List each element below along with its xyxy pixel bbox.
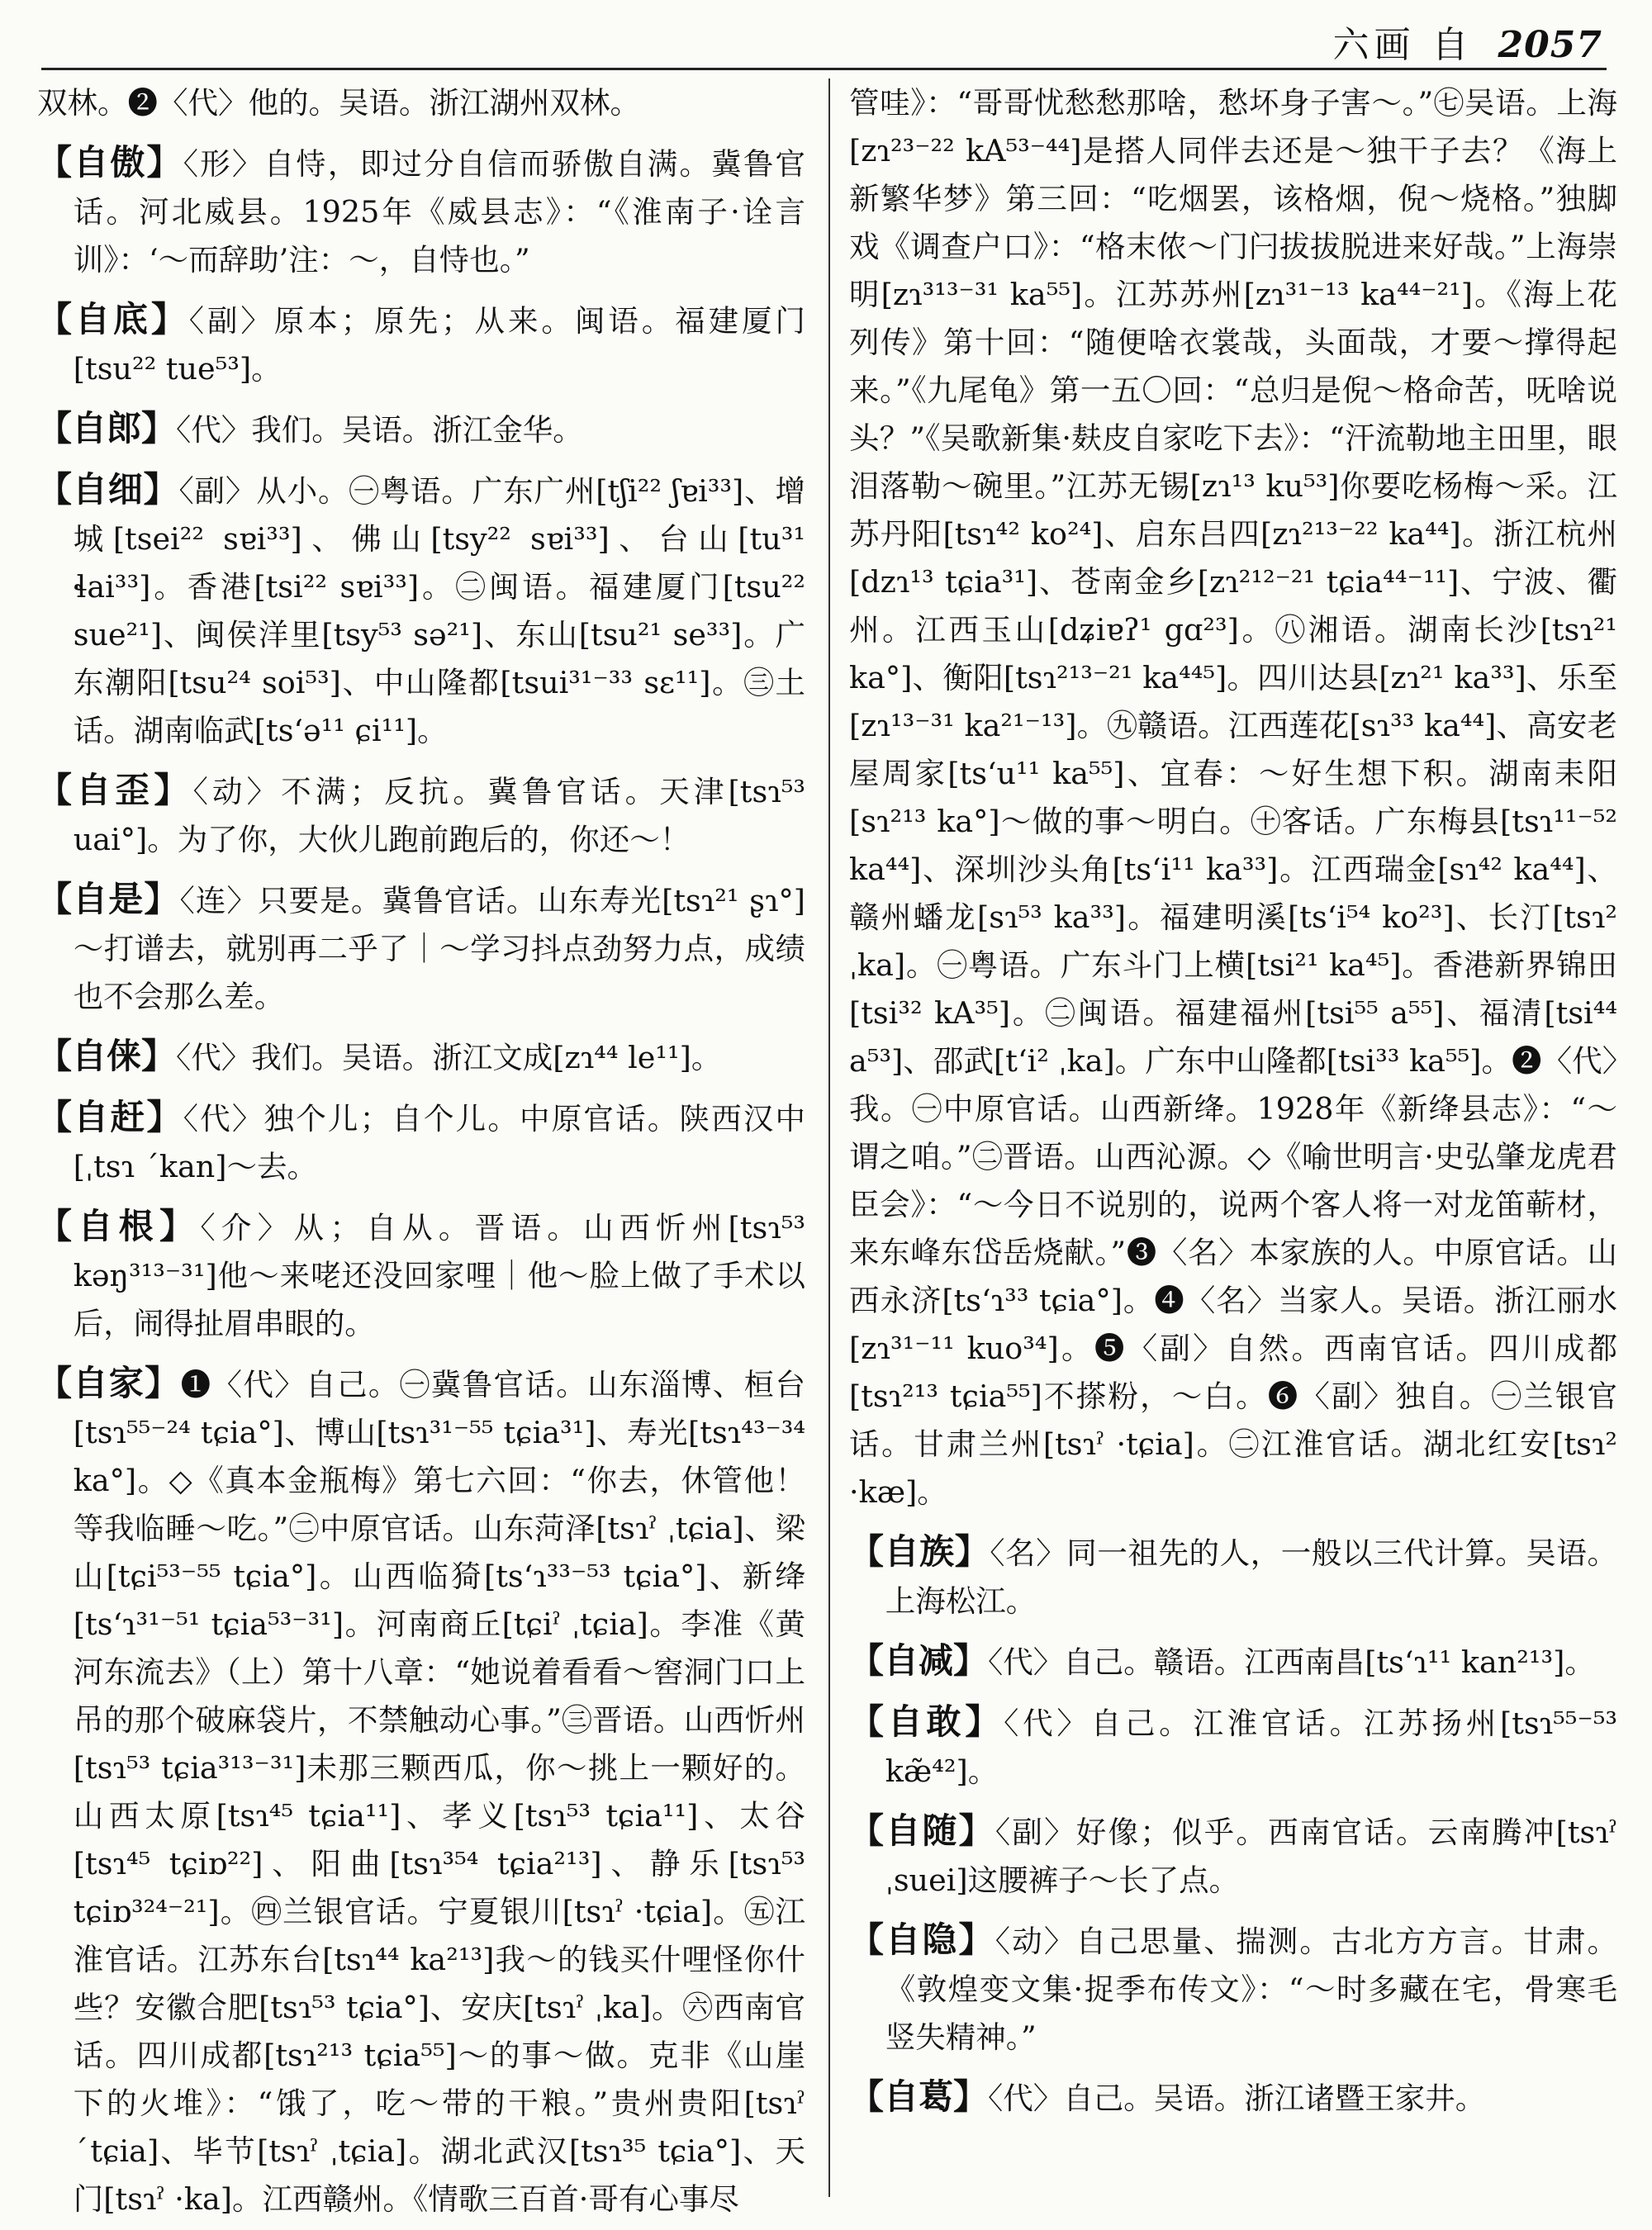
entry-headword: 【自隐】 xyxy=(849,1919,995,1960)
entry-headword: 【自减】 xyxy=(849,1640,989,1681)
entry-headword: 【自根】 xyxy=(37,1206,201,1246)
entry-headword: 【自俫】 xyxy=(37,1036,177,1076)
entry-headword: 【自敢】 xyxy=(849,1701,1004,1742)
entry-definition: 〈动〉不满；反抗。冀鲁官话。天津[tsɿ⁵³ uai°]。为了你，大伙儿跑前跑后的，你还～！ xyxy=(73,774,805,857)
dictionary-entry xyxy=(37,405,805,454)
dictionary-entry xyxy=(37,875,805,1021)
entry-definition: 〈名〉同一祖先的人，一般以三代计算。吴语。上海松江。 xyxy=(885,1535,1617,1619)
dictionary-entry xyxy=(849,1698,1617,1796)
continued-text: 管哇》：“哥哥忧愁愁那啥，愁坏身子害～。”㊆吴语。上海[zɿ²³⁻²² kA⁵³⁻⁴⁴]是搭人同伴去还是～独干子去？《海上新繁华梦》第三回：“吃烟罢，该格烟，倪～烧格。”独脚戏《调查户口》：“格末侬～门闩拔拔脱进来好哉。”上海崇明[zɿ³¹³⁻³¹ ka⁵⁵]。江苏苏州[zɿ³¹⁻¹³ ka⁴⁴⁻²¹]。《海上花列传》第十回：“随便啥衣裳哉，头面哉，才要～撑得起来。”《九尾龟》第一五〇回：“总归是倪～格命苦，呒啥说头？”《吴歌新集·麸皮自家吃下去》：“汗流勒地主田里，眼泪落勒～碗里。”江苏无锡[zɿ¹³ ku⁵³]你要吃杨梅～采。江苏丹阳[tsɿ⁴² ko²⁴]、启东吕四[zɿ²¹³⁻²² ka⁴⁴]。浙江杭州[dzɿ¹³ tɕia³¹]、苍南金乡[zɿ²¹²⁻²¹ tɕia⁴⁴⁻¹¹]、宁波、衢州。江西玉山[dʑiɐʔ¹ gɑ²³]。㊇湘语。湖南长沙[tsɿ²¹ ka°]、衡阳[tsɿ²¹³⁻²¹ ka⁴⁴⁵]。四川达县[zɿ²¹ ka³³]、乐至[zɿ¹³⁻³¹ ka²¹⁻¹³]。㊈赣语。江西莲花[sɿ³³ ka⁴⁴]、高安老屋周家[tsʻu¹¹ ka⁵⁵]、宜春：～好生想下积。湖南耒阳[sɿ²¹³ ka°]～做的事～明白。㊉客话。广东梅县[tsɿ¹¹⁻⁵² ka⁴⁴]、深圳沙头角[tsʻi¹¹ ka³³]。江西瑞金[sɿ⁴² ka⁴⁴]、赣州蟠龙[sɿ⁵³ ka³³]。福建明溪[tsʻi⁵⁴ ko²³]、长汀[tsɿ² ˌka]。㊀粤语。广东斗门上横[tsi²¹ ka⁴⁵]。香港新界锦田[tsi³² kA³⁵]。㊁闽语。福建福州[tsi⁵⁵ a⁵⁵]、福清[tsi⁴⁴ a⁵³]、邵武[tʻi² ˌka]。广东中山隆都[tsi³³ ka⁵⁵]。❷〈代〉我。㊀中原官话。山西新绛。1928年《新绛县志》：“～谓之咱。”㊁晋语。山西沁源。◇《喻世明言·史弘肇龙虎君臣会》：“～今日不说别的，说两个客人将一对龙笛蕲材，来东峰东岱岳烧献。”❸〈名〉本家族的人。中原官话。山西永济[tsʻɿ³³ tɕia°]。❹〈名〉当家人。吴语。浙江丽水[zɿ³¹⁻¹¹ kuo³⁴]。❺〈副〉自然。西南官话。四川成都[tsɿ²¹³ tɕia⁵⁵]不搽粉，～白。❻〈副〉独自。㊀兰银官话。甘肃兰州[tsɿˀ ·tɕia]。㊁江淮官话。湖北红安[tsɿ² ·kæ]。 xyxy=(849,85,1617,1510)
dictionary-entry xyxy=(37,466,805,755)
entry-headword: 【自赶】 xyxy=(37,1097,183,1137)
dictionary-entry xyxy=(37,1359,805,2223)
dictionary-entry xyxy=(849,1916,1617,2062)
entry-headword: 【自家】 xyxy=(37,1363,181,1403)
dictionary-entry xyxy=(37,296,805,393)
dictionary-entry xyxy=(849,1807,1617,1905)
entry-definition: 〈副〉原本；原先；从来。闽语。福建厦门[tsu²² tue⁵³]。 xyxy=(73,303,805,387)
dictionary-entry xyxy=(849,1637,1617,1687)
entry-headword: 【自细】 xyxy=(37,469,179,510)
entry-definition: 〈副〉好像；似乎。西南官话。云南腾冲[tsɿˀ ˌsuei]这腰裤子～长了点。 xyxy=(885,1815,1617,1898)
entry-definition: 〈代〉自己。赣语。江西南昌[tsʻɿ¹¹ kan²¹³]。 xyxy=(988,1644,1595,1680)
entry-headword: 【自歪】 xyxy=(37,770,193,810)
right-column xyxy=(849,79,1617,2197)
entry-definition: 〈代〉我们。吴语。浙江金华。 xyxy=(176,412,583,448)
dictionary-entry xyxy=(37,1032,805,1082)
entry-definition: 〈动〉自己思量、揣测。古北方方言。甘肃。《敦煌变文集·捉季布传文》：“～时多藏在宅，骨寒毛竖失精神。” xyxy=(885,1924,1617,2055)
entry-headword: 【自葛】 xyxy=(849,2076,989,2117)
header-rule xyxy=(41,68,1607,70)
entry-definition: 〈介〉从；自从。晋语。山西忻州[tsɿ⁵³ kəŋ³¹³⁻³¹]他～来咾还没回家哩｜他～脸上做了手术以后，闹得扯眉串眼的。 xyxy=(73,1210,805,1341)
entry-definition: 〈代〉自己。吴语。浙江诸暨王家井。 xyxy=(988,2081,1486,2116)
dictionary-entry xyxy=(37,1203,805,1348)
entry-definition: ❶〈代〉自己。㊀冀鲁官话。山东淄博、桓台[tsɿ⁵⁵⁻²⁴ tɕia°]、博山[tsɿ³¹⁻⁵⁵ tɕia³¹]、寿光[tsɿ⁴³⁻³⁴ ka°]。◇《真本金瓶梅》第七六回：“你去，休管他！等我临睡～吃。”㊁中原官话。山东菏泽[tsɿˀ ˌtɕia]、梁山[tɕi⁵³⁻⁵⁵ tɕia°]。山西临猗[tsʻɿ³³⁻⁵³ tɕia°]、新绛[tsʻɿ³¹⁻⁵¹ tɕia⁵³⁻³¹]。河南商丘[tɕiˀ ˌtɕia]。李准《黄河东流去》（上）第十八章：“她说着看看～窖洞门口上吊的那个破麻袋片，不禁触动心事。”㊂晋语。山西忻州[tsɿ⁵³ tɕia³¹³⁻³¹]未那三颗西瓜，你～挑上一颗好的。山西太原[tsɿ⁴⁵ tɕia¹¹]、孝义[tsɿ⁵³ tɕia¹¹]、太谷[tsɿ⁴⁵ tɕiɒ²²]、阳曲[tsɿ³⁵⁴ tɕia²¹³]、静乐[tsɿ⁵³ tɕiɒ³²⁴⁻²¹]。㊃兰银官话。宁夏银川[tsɿˀ ·tɕia]。㊄江淮官话。江苏东台[tsɿ⁴⁴ ka²¹³]我～的钱买什哩怪你什些？安徽合肥[tsɿ⁵³ tɕia°]、安庆[tsɿˀ ˌka]。㊅西南官话。四川成都[tsɿ²¹³ tɕia⁵⁵]～的事～做。克非《山崖下的火堆》：“饿了，吃～带的干粮。”贵州贵阳[tsɿˀ ˊtɕia]、毕节[tsɿˀ ˌtɕia]。湖北武汉[tsɿ³⁵ tɕia°]、天门[tsɿˀ ·ka]。江西赣州。《情歌三百首·哥有心事尽 xyxy=(73,1367,805,2217)
running-head xyxy=(1333,15,1602,68)
section-title: 六画 自 xyxy=(1332,24,1474,66)
entry-definition: 〈形〉自恃，即过分自信而骄傲自满。冀鲁官话。河北威县。1925年《威县志》：“《淮南子·诠言训》：‘～而辞助’注：～，自恃也。” xyxy=(73,146,805,278)
entry-headword: 【自族】 xyxy=(849,1531,990,1572)
dictionary-entry xyxy=(849,1528,1617,1625)
page-number: 2057 xyxy=(1498,24,1602,66)
entry-definition: 〈连〉只要是。冀鲁官话。山东寿光[tsɿ²¹ ʂɿ°] ～打谱去，就别再二乎了｜～学习抖点劲努力点，成绩也不会那么差。 xyxy=(73,883,805,1014)
continued-text: 双林。❷〈代〉他的。吴语。浙江湖州双林。 xyxy=(37,85,640,121)
entry-headword: 【自是】 xyxy=(37,879,180,919)
entry-headword: 【自随】 xyxy=(849,1810,995,1851)
entry-definition: 〈代〉自己。江淮官话。江苏扬州[tsɿ⁵⁵⁻⁵³ kæ̃⁴²]。 xyxy=(885,1706,1617,1789)
dictionary-entry xyxy=(37,766,805,864)
column-divider xyxy=(828,78,830,2197)
entry-headword: 【自底】 xyxy=(37,299,189,339)
left-column xyxy=(37,79,805,2217)
entry-definition: 〈代〉我们。吴语。浙江文成[zɿ⁴⁴ le¹¹]。 xyxy=(176,1040,722,1075)
entry-definition: 〈副〉从小。㊀粤语。广东广州[tʃi²² ʃɐi³³]、增城[tsei²² sɐi³³]、佛山[tsy²² sɐi³³]、台山[tu³¹ ɬai³³]。香港[tsi²² sɐi³³]。㊁闽语。福建厦门[tsu²² sue²¹]、闽侯洋里[tsy⁵³ sə²¹]、东山[tsu²¹ se³³]。广东潮阳[tsu²⁴ soi⁵³]、中山隆都[tsui³¹⁻³³ sɛ¹¹]。㊂土话。湖南临武[tsʻə¹¹ ɕi¹¹]。 xyxy=(73,473,805,748)
dictionary-entry xyxy=(37,1094,805,1191)
entry-headword: 【自傲】 xyxy=(37,142,183,183)
entry-definition: 〈代〉独个儿；自个儿。中原官话。陕西汉中[ˌtsɿ ˊkan]～去。 xyxy=(73,1101,805,1184)
entry-headword: 【自郎】 xyxy=(37,408,177,448)
dictionary-entry xyxy=(849,2073,1617,2123)
dictionary-entry xyxy=(37,139,805,284)
